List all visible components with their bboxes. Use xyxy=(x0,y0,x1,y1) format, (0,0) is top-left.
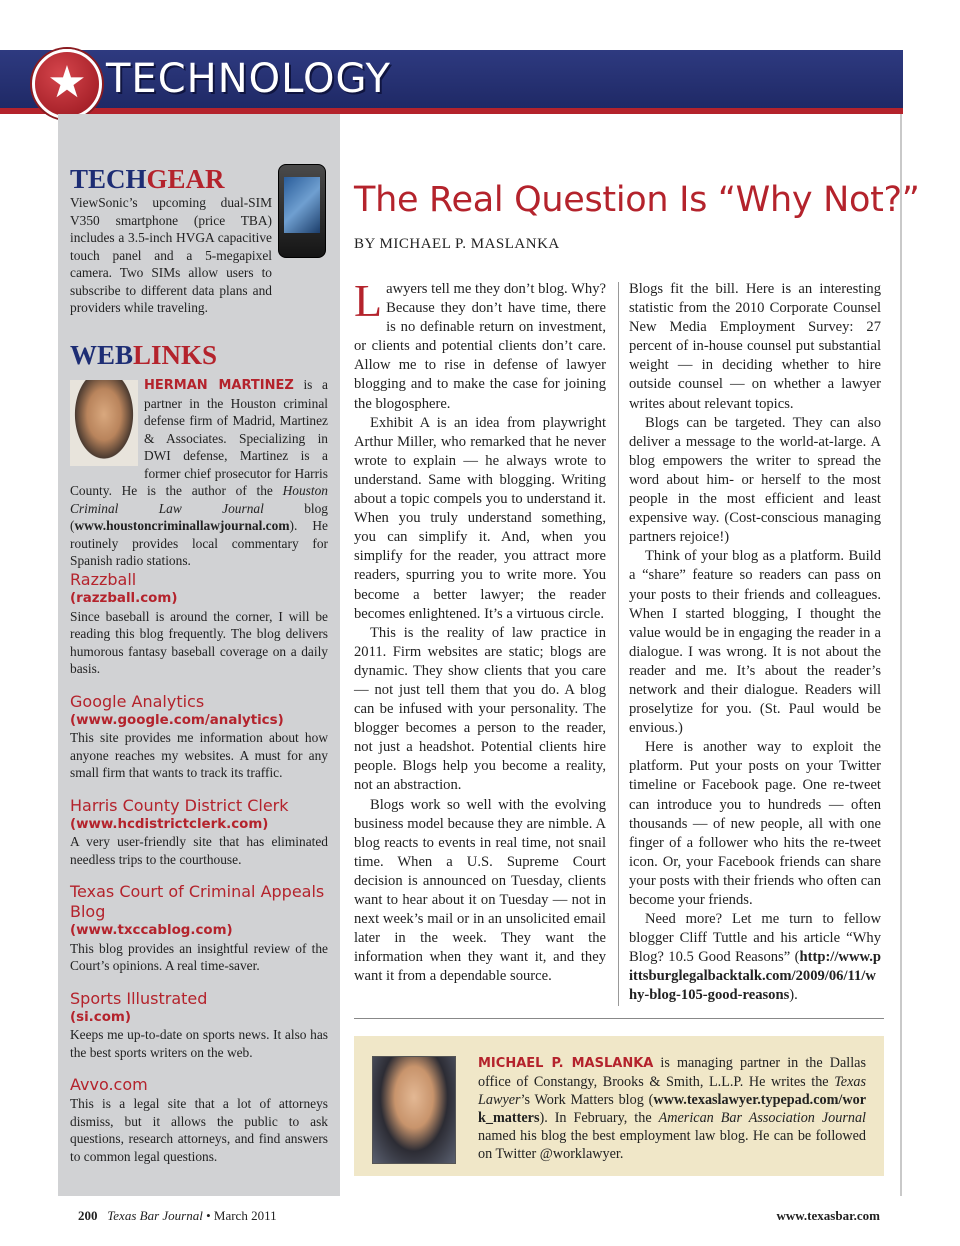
weblinks-list xyxy=(70,570,328,1165)
article-byline: BY MICHAEL P. MASLANKA xyxy=(354,236,560,252)
weblinks-heading: WEBLINKS xyxy=(70,340,218,370)
site-link[interactable]: (si.com) xyxy=(70,1009,131,1025)
texas-lawyer-blog-link[interactable]: www.texaslawyer.typepad.com/work_matters xyxy=(478,1092,866,1126)
site-entry-google-analytics: Google Analytics (www.google.com/analytics) This site provides me information about how anyone reaches my websites. A must for any small firm that wants to track its traffic. xyxy=(70,691,328,780)
column-divider xyxy=(618,282,619,1006)
phone-screen xyxy=(284,177,320,233)
site-link[interactable]: (www.google.com/analytics) xyxy=(70,712,284,728)
author-bio-box xyxy=(354,1036,884,1176)
pittsburg-blog-link[interactable]: http://www.pittsburglegalbacktalk.com/2009/06/11/why-blog-105-good-reasons xyxy=(629,949,881,1004)
journal-name: Texas Bar Journal xyxy=(107,1208,203,1223)
page-edge-rule xyxy=(900,114,902,1196)
sidebar xyxy=(58,114,340,1196)
page-number: 200 xyxy=(78,1208,98,1223)
author-name: MICHAEL P. MASLANKA xyxy=(478,1056,654,1071)
houston-blog-link[interactable]: www.houstoncriminallawjournal.com xyxy=(74,518,290,533)
phone-image xyxy=(278,164,326,258)
site-entry-avvo: Avvo.com This is a legal site that a lot of attorneys dismiss, but it allows the public to ask questions, research attorneys, and find answers to common legal questions. xyxy=(70,1075,328,1164)
footer-site-link[interactable]: www.texasbar.com xyxy=(776,1208,880,1223)
site-link[interactable]: (www.hcdistrictclerk.com) xyxy=(70,816,269,832)
techgear-text-box xyxy=(70,194,272,317)
star-badge xyxy=(32,49,102,119)
article-title: The Real Question Is “Why Not?” xyxy=(354,180,920,220)
weblinks-intro: HERMAN MARTINEZ is a partner in the Houston criminal defense firm of Madrid, Martinez & Associates. Specializing in DWI defense, Martinez is a former chief prosecutor for Harris County. He is the author of the Houston Criminal Law Journal blog (www.houstoncriminallawjournal.com). He routinely provides local commentary for Spanish radio stations. xyxy=(70,377,328,568)
section-title: TECHNOLOGY xyxy=(106,56,391,102)
star-icon: ★ xyxy=(47,57,87,108)
site-entry-harris-county: Harris County District Clerk (www.hcdistrictclerk.com) A very user-friendly site that has eliminated needless trips to the courthouse. xyxy=(70,795,328,867)
michael-maslanka-photo xyxy=(372,1056,456,1164)
article-column-2: Blogs fit the bill. Here is an interesting statistic from the 2010 Corporate Counsel New Media Employment Survey: 27 percent of in-house counsel put substantial weight — in deciding whether to hire outside counsel — on whether a lawyer writes about relevant topics. Blogs can be targeted. They can also deliver a message to the world-at-large. A blog empowers the writer to spread the word about him- or herself to the most people in the most efficient and least expensive way. (Cost-conscious managing partners rejoice!) Think of your blog as a platform. Build a “share” feature so readers can pass on your posts to their friends and colleagues. When I started blogging, I thought the value would be in engaging the reader in a dialogue. I was wrong. It is not about the reader and me. It’s about the reader’s network and their dialogue. Readers will proselytize for you. (St. Paul would be envious.) Here is another way to exploit the platform. Put your posts on your Twitter timeline or Facebook page. One re-tweet can introduce you to hundreds — often thousands — of new people, all with one finger of a follower who hits the re-tweet icon. Or, your Facebook friends can share your posts with their friends who often can become your friends. Need more? Let me turn to fellow blogger Cliff Tuttle and his article “Why Blog? 10.5 Good Reasons” (http://www.pittsburglegalbacktalk.com/2009/06/11/why-blog-105-good-reasons). xyxy=(629,281,881,1004)
herman-martinez-name: HERMAN MARTINEZ xyxy=(144,378,294,393)
bio-divider xyxy=(354,1018,884,1019)
site-entry-txcca: Texas Court of Criminal Appeals Blog (www.txccablog.com) This blog provides an insightful review of the Court’s opinions. A real time-saver. xyxy=(70,882,328,973)
author-bio-text: MICHAEL P. MASLANKA is managing partner in the Dallas office of Constangy, Brooks & Smith, L.L.P. He writes the Texas Lawyer’s Work Matters blog (www.texaslawyer.typepad.com/work_matters). In February, the American Bar Association Journal named his blog the best employment law blog. He can be followed on Twitter @worklawyer. xyxy=(478,1055,867,1162)
site-link[interactable]: (www.txccablog.com) xyxy=(70,923,233,938)
site-entry-razzball: Razzball (razzball.com) Since baseball is around the corner, I will be reading this blog frequently. The blog delivers humorous fantasy baseball coverage on a daily basis. xyxy=(70,570,328,676)
techgear-heading: TECHGEAR xyxy=(70,164,225,194)
page-footer-left: 200 Texas Bar Journal • March 2011 xyxy=(78,1208,277,1223)
issue-date: March 2011 xyxy=(213,1208,277,1223)
site-link[interactable]: (razzball.com) xyxy=(70,591,178,606)
techgear-text: ViewSonic’s upcoming dual-SIM V350 smartphone (price TBA) includes a 3.5-inch HVGA capacitive touch panel and a 5-megapixel camera. Two SIMs allow users to subscribe to different data plans and providers while traveling. xyxy=(70,195,272,315)
site-entry-sports-illustrated: Sports Illustrated (si.com) Keeps me up-to-date on sports news. It also has the best sports writers on the web. xyxy=(70,988,328,1060)
article-column-1: Lawyers tell me they don’t blog. Why? Because they don’t have time, there is no definable return on investment, or clients and potential clients don’t care. Allow me to rise in defense of lawyer blogging and to make the case for joining the blogosphere. Exhibit A is an idea from playwright Arthur Miller, who remarked that he never wrote to explain — he always wrote to understand. Same with blogging. Writing about a topic compels you to understand it. When you truly understand something, you can simplify it. And, when you simplify for the reader, you attract more readers, spurring you to write more. You become a better lawyer; the reader becomes enlightened. It’s a virtuous circle. This is the reality of law practice in 2011. Firm websites are static; blogs are dynamic. They show clients that you care — not just tell them that you do. A blog can be infused with your personality. The blogger becomes a person to the reader, not just a headshot. Potential clients hire people. Blogs help you become a reality, not an abstraction. Blogs work so well with the evolving business model because they are nimble. A blog reacts to events in real time, not snail time. When a U.S. Supreme Court decision is announced on Tuesday, clients want to hear about it on Tuesday — not in next week’s mail or in an unsolicited email later in the week. They want the information when they want it, and they want it from a dependable source. xyxy=(354,275,606,985)
drop-cap: L xyxy=(354,275,383,326)
